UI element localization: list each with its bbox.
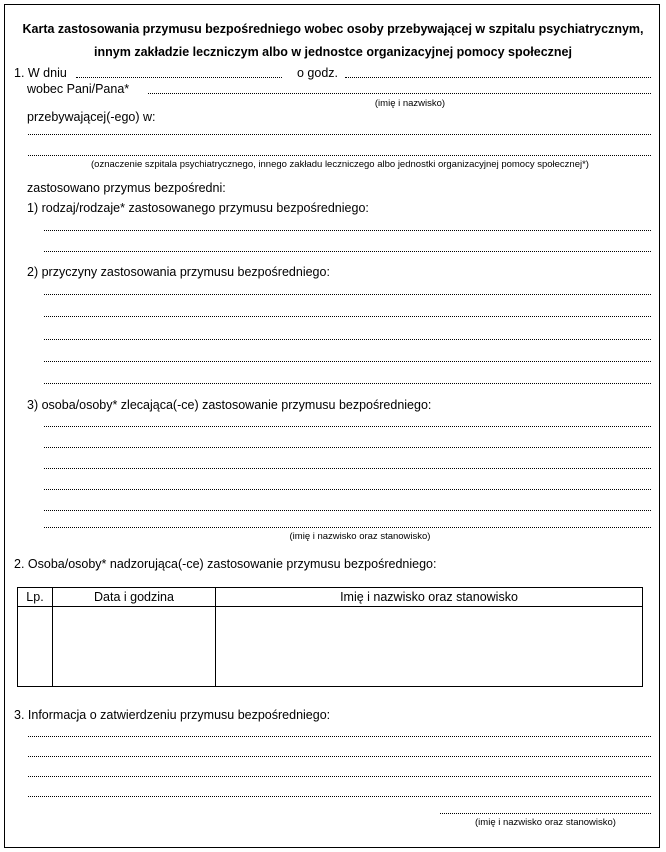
item-3-field-2[interactable]	[44, 447, 651, 448]
location-field-2[interactable]	[28, 155, 651, 156]
time-field[interactable]	[345, 77, 651, 78]
item-3-field-1[interactable]	[44, 426, 651, 427]
supervisor-table	[17, 587, 643, 687]
item-3-caption: (imię i nazwisko oraz stanowisko)	[289, 531, 431, 542]
item-3-field-5[interactable]	[44, 510, 651, 511]
form-title-line-1: Karta zastosowania przymusu bezpośredniego wobec osoby przebywającej w szpitalu psychiatrycznym,	[22, 22, 644, 36]
approval-field-4[interactable]	[28, 796, 651, 797]
approval-signature-field[interactable]	[440, 813, 651, 814]
form-title-line-2: innym zakładzie leczniczym albo w jednostce organizacyjnej pomocy społecznej	[94, 45, 572, 59]
table-header-row	[18, 588, 643, 607]
item-3-field-4[interactable]	[44, 489, 651, 490]
approval-caption: (imię i nazwisko oraz stanowisko)	[475, 817, 616, 828]
location-label: przebywającej(-ego) w:	[27, 110, 156, 124]
item-1-field-2[interactable]	[44, 251, 651, 252]
item-3-field-6[interactable]	[44, 527, 651, 528]
location-caption: (oznaczenie szpitala psychiatrycznego, innego zakładu leczniczego albo jednostki organizacyjnej pomocy społecznej*)	[91, 159, 589, 170]
location-field-1[interactable]	[28, 134, 651, 135]
date-field[interactable]	[76, 77, 282, 78]
item-2-field-2[interactable]	[44, 316, 651, 317]
supervisor-label: 2. Osoba/osoby* nadzorująca(-ce) zastosowanie przymusu bezpośredniego:	[14, 557, 437, 571]
item-2-field-5[interactable]	[44, 383, 651, 384]
cell-date[interactable]	[53, 607, 216, 687]
item-1-label: 1) rodzaj/rodzaje* zastosowanego przymusu bezpośredniego:	[27, 201, 369, 215]
item-2-field-4[interactable]	[44, 361, 651, 362]
patient-label: wobec Pani/Pana*	[27, 82, 130, 96]
time-label: o godz.	[297, 66, 339, 80]
patient-name-field[interactable]	[148, 93, 651, 94]
table-row	[18, 607, 643, 687]
approval-label: 3. Informacja o zatwierdzeniu przymusu bezpośredniego:	[14, 708, 331, 722]
item-3-label: 3) osoba/osoby* zlecająca(-ce) zastosowanie przymusu bezpośredniego:	[27, 398, 432, 412]
column-header-name: Imię i nazwisko oraz stanowisko	[216, 588, 643, 607]
cell-lp[interactable]	[18, 607, 53, 687]
item-2-label: 2) przyczyny zastosowania przymusu bezpośredniego:	[27, 265, 330, 279]
column-header-lp: Lp.	[18, 588, 53, 607]
approval-field-2[interactable]	[28, 756, 651, 757]
item-1-field-1[interactable]	[44, 230, 651, 231]
applied-label: zastosowano przymus bezpośredni:	[27, 181, 226, 195]
approval-field-3[interactable]	[28, 776, 651, 777]
date-label: 1. W dniu	[14, 66, 67, 80]
approval-field-1[interactable]	[28, 736, 651, 737]
item-2-field-3[interactable]	[44, 339, 651, 340]
item-3-field-3[interactable]	[44, 468, 651, 469]
cell-name[interactable]	[216, 607, 643, 687]
column-header-date: Data i godzina	[53, 588, 216, 607]
patient-name-caption: (imię i nazwisko)	[374, 98, 446, 109]
item-2-field-1[interactable]	[44, 294, 651, 295]
